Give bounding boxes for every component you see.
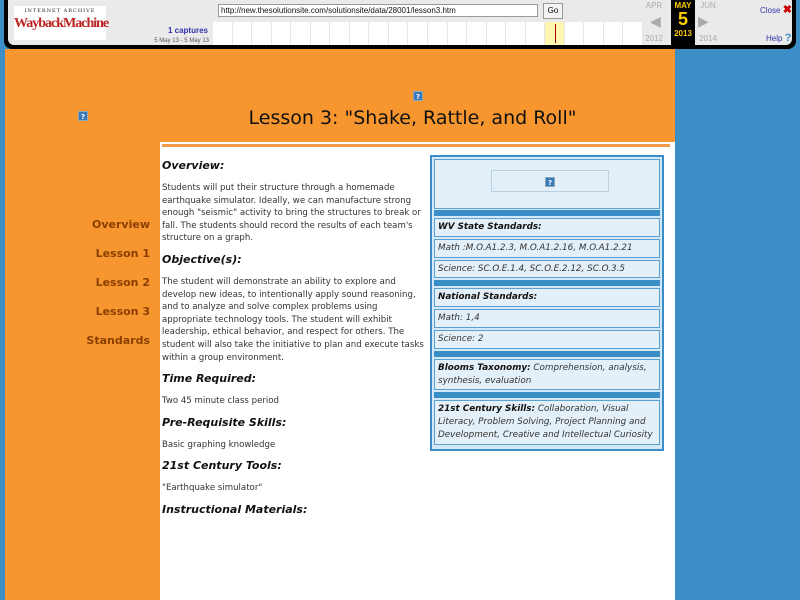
- prev-arrow-icon[interactable]: ◀: [650, 14, 661, 30]
- lesson-content: [162, 159, 430, 526]
- close-icon: ✖: [782, 4, 792, 16]
- current-year: 2013: [674, 29, 692, 38]
- logo-top-text: INTERNET ARCHIVE: [24, 8, 96, 14]
- help-icon: ?: [784, 32, 792, 44]
- materials-heading: Instructional Materials:: [162, 502, 308, 516]
- standards-panel: [430, 155, 664, 451]
- missing-image-icon: ?: [545, 177, 555, 187]
- skills-label: 21st Century Skills:: [438, 404, 536, 415]
- objectives-heading: Objective(s):: [162, 252, 242, 266]
- blooms-text: Comprehension, analysis, synthesis, evaluation: [438, 362, 647, 386]
- prereq-heading: Pre-Requisite Skills:: [162, 415, 287, 429]
- url-input[interactable]: http://new.thesolutionsite.com/solutionsite/data/28001/lesson3.htm: [218, 4, 538, 17]
- prev-month[interactable]: APR: [645, 1, 663, 10]
- next-arrow-icon[interactable]: ▶: [698, 14, 709, 30]
- missing-image-icon: ?: [78, 111, 88, 121]
- current-day: 5: [677, 9, 688, 29]
- capture-range: 5 May 13 - 5 May 13: [154, 38, 209, 44]
- title-divider: [162, 144, 670, 147]
- wv-science: Science: SC.O.E.1.4, SC.O.E.2.12, SC.O.3.5: [434, 260, 660, 279]
- overview-heading: Overview:: [162, 159, 225, 172]
- national-math: Math: 1,4: [434, 309, 660, 328]
- next-year[interactable]: 2014: [699, 34, 717, 43]
- prereq-text: Basic graphing knowledge: [162, 439, 276, 450]
- wv-math: Math :M.O.A1.2.3, M.O.A1.2.16, M.O.A1.2.21: [434, 239, 660, 258]
- close-label: Close: [760, 6, 781, 15]
- time-text: Two 45 minute class period: [162, 396, 279, 407]
- century-skills: [434, 400, 660, 444]
- nav-lesson-1[interactable]: Lesson 1: [95, 247, 150, 260]
- tools-text: "Earthquake simulator": [162, 483, 263, 494]
- national-heading-text: National Standards:: [438, 292, 538, 303]
- national-science: Science: 2: [434, 330, 660, 349]
- go-button[interactable]: Go: [543, 3, 563, 19]
- next-month[interactable]: JUN: [700, 1, 716, 10]
- wv-standards-heading: [434, 218, 660, 237]
- skills-text: Collaboration, Visual Literacy, Problem Solving, Project Planning and Development, Creative and Intellectual Curiosity: [438, 404, 653, 440]
- objectives-text: The student will demonstrate an ability to explore and develop new ideas, to intentionally apply sound reasoning, and to analyze and solve complex problems using appropriate technology tools. The student will exhibit leadership, ethical behavior, and respect for others. The student will also take the initiative to plan and execute tasks within a group environment.: [162, 276, 424, 363]
- current-date: [671, 0, 695, 45]
- capture-timeline[interactable]: [213, 22, 643, 45]
- nav-lesson-3[interactable]: Lesson 3: [95, 305, 150, 318]
- image-cell: [434, 159, 660, 209]
- overview-text: Students will put their structure through a homemade earthquake simulator. Ideally, we can manufacture strong enough "seismic" activity to bring the structures to break or fall. The students should record the results of each team's structure on a graph.: [162, 183, 421, 244]
- wayback-logo[interactable]: [14, 6, 109, 40]
- missing-image-icon: ?: [413, 91, 423, 101]
- prev-year[interactable]: 2012: [645, 34, 663, 43]
- blooms-taxonomy: [434, 359, 660, 391]
- wayback-toolbar: [4, 0, 796, 49]
- current-month: MAY: [674, 1, 692, 10]
- blooms-label: Blooms Taxonomy:: [438, 362, 531, 373]
- close-button[interactable]: [760, 3, 792, 16]
- nav-overview[interactable]: Overview: [92, 218, 150, 231]
- wv-heading-text: WV State Standards:: [438, 222, 542, 232]
- national-standards-heading: [434, 288, 660, 307]
- logo-main-text: WaybackMachine: [14, 16, 109, 31]
- time-heading: Time Required:: [162, 372, 257, 386]
- left-nav: [5, 49, 160, 600]
- nav-standards[interactable]: Standards: [86, 334, 150, 347]
- help-label: Help: [766, 34, 783, 43]
- nav-lesson-2[interactable]: Lesson 2: [95, 276, 150, 289]
- captures-link[interactable]: 1 captures: [167, 26, 208, 35]
- page-title: Lesson 3: "Shake, Rattle, and Roll": [248, 107, 577, 129]
- tools-heading: 21st Century Tools:: [162, 459, 282, 473]
- timeline-capture-marker[interactable]: [545, 22, 565, 45]
- help-button[interactable]: [766, 32, 791, 44]
